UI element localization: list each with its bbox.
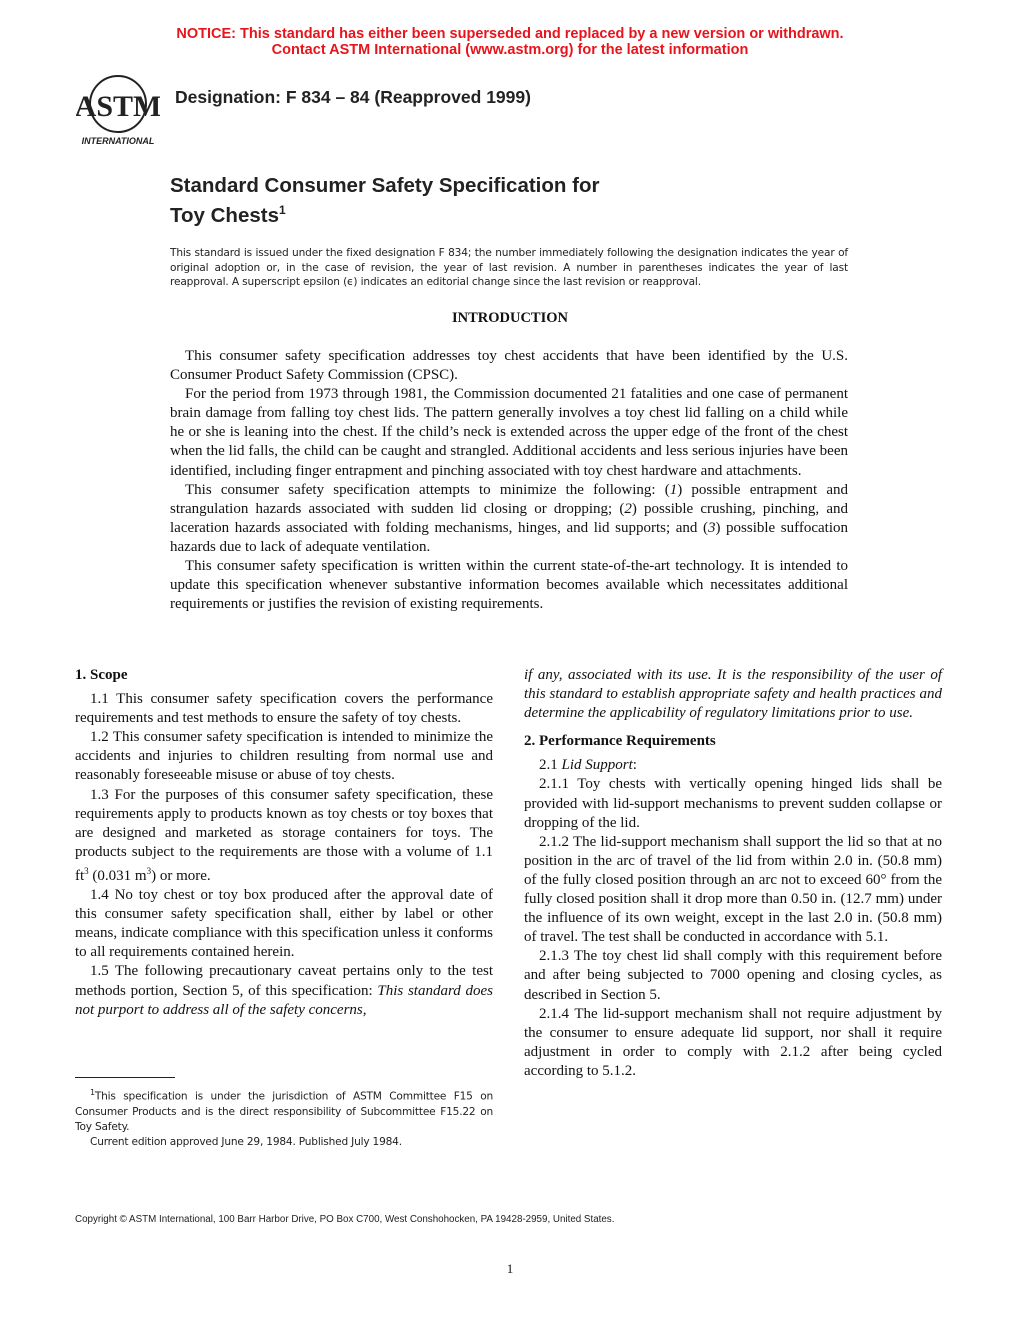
astm-logo xyxy=(76,74,160,148)
clause-2-1-3: 2.1.3 The toy chest lid shall comply with this requirement before and after being subjected to 7000 opening and closing cycles, as described in Section 5. xyxy=(524,948,942,1003)
clause-1-5: 1.5 The following precautionary caveat pertains only to the test methods portion, Section 5, of this specification: This standard does not purport to address all of the safety concerns, xyxy=(75,963,493,1018)
clause-1-4: 1.4 No toy chest or toy box produced after the approval date of this consumer safety specification shall, either by label or other means, indicate compliance with this specification unless it conforms to all requirements contained herein. xyxy=(75,887,493,961)
designation: Designation: F 834 – 84 (Reapproved 1999) xyxy=(175,87,531,107)
logo-subtitle: INTERNATIONAL xyxy=(81,136,155,146)
clause-2-1-1: 2.1.1 Toy chests with vertically opening hinged lids shall be provided with lid-support mechanisms to prevent sudden collapse or dropping of the lid. xyxy=(524,776,942,831)
footnote-edition: Current edition approved June 29, 1984. Published July 1984. xyxy=(90,1136,402,1149)
clause-1-1: 1.1 This consumer safety specification covers the performance requirements and test methods to ensure the safety of toy chests. xyxy=(75,691,493,727)
copyright: Copyright © ASTM International, 100 Barr Harbor Drive, PO Box C700, West Conshohocken, PA 19428-2959, United States. xyxy=(75,1214,615,1225)
title-line-1: Standard Consumer Safety Specification for xyxy=(170,174,600,197)
page-number: 1 xyxy=(506,1261,514,1276)
clause-2-1-4: 2.1.4 The lid-support mechanism shall not require adjustment by the consumer to ensure adequate lid support, nor shall it require adjustment in order to comply with 2.1.2 after being cycled according to 5.1.2. xyxy=(524,1005,942,1079)
supersession-notice xyxy=(0,26,1020,58)
footnotes xyxy=(75,1085,493,1151)
notice-line-1: NOTICE: This standard has either been superseded and replaced by a new version or withdrawn. xyxy=(176,26,844,42)
clause-1-3: 1.3 For the purposes of this consumer safety specification, these requirements apply to products known as toy chests or toy boxes that are designed and marketed as storage containers for toys. The products subject to the requirements are those with a volume of 1.1 $ft^3$ (0.031 $m^3$) or more. xyxy=(75,786,493,884)
clause-1-5-continued: if any, associated with its use. It is the responsibility of the user of this standard to establish appropriate safety and health practices and determine the applicability of regulatory limitations prior to use. xyxy=(524,667,942,722)
notice-line-2: Contact ASTM International (www.astm.org) for the latest information xyxy=(271,42,749,58)
title-footnote-mark: 1 xyxy=(278,203,286,217)
intro-paragraph: This consumer safety specification addresses toy chest accidents that have been identified by the U.S. Consumer Product Safety Commission (CPSC). xyxy=(170,348,848,384)
svg-text:ASTM: ASTM xyxy=(76,90,160,123)
issued-note: This standard is issued under the fixed designation F 834; the number immediately following the designation indicates the year of original adoption or, in the case of revision, the year of last revision. A number in parentheses indicates the year of last reapproval. A superscript epsilon (ϵ) indicates an editorial change since the last revision or reapproval. xyxy=(170,247,848,289)
section-heading-performance: 2. Performance Requirements xyxy=(524,733,716,750)
clause-1-2: 1.2 This consumer safety specification is intended to minimize the accidents and injuries to children resulting from normal use and reasonably foreseeable misuse or abuse of toy chests. xyxy=(75,729,493,784)
footnote-divider xyxy=(75,1077,175,1078)
left-column xyxy=(75,666,493,1020)
intro-paragraph: This consumer safety specification attempts to minimize the following: (1) possible entrapment and strangulation hazards associated with sudden lid closing or dropping; (2) possible crushing, pinching, and laceration hazards associated with folding mechanisms, hinges, and lid supports; and (3) possible suffocation hazards due to lack of adequate ventilation. xyxy=(170,481,848,555)
clause-2-1-2: 2.1.2 The lid-support mechanism shall support the lid so that at no position in the arc of travel of the lid from within 2.0 in. (50.8 mm) of the fully closed position through an arc not to exceed 60° from the fully closed position shall it drop more than 0.50 in. (12.7 mm) under the influence of its own weight, except in the last 2.0 in. (50.8 mm) of travel. The test shall be conducted in accordance with 5.1. xyxy=(524,833,942,946)
intro-paragraph: This consumer safety specification is written within the current state-of-the-art technology. It is intended to update this specification whenever substantive information becomes available which necessitates additional requirements or justifies the revision of existing requirements. xyxy=(170,558,848,613)
clause-2-1: 2.1 Lid Support: xyxy=(539,757,637,774)
right-column xyxy=(524,666,942,1081)
page-title xyxy=(170,173,599,228)
introduction-body xyxy=(170,347,848,614)
footnote-1: $^1$This specification is under the jurisdiction of ASTM Committee F15 on Consumer Products and is the direct responsibility of Subcommittee F15.22 on Toy Safety. xyxy=(75,1088,493,1134)
intro-paragraph: For the period from 1973 through 1981, the Commission documented 21 fatalities and one case of permanent brain damage from falling toy chest lids. The pattern generally involves a toy chest lid falling on a child while he or she is leaning into the chest. If the child’s neck is extended across the upper edge of the front of the chest when the lid falls, the child can be caught and strangled. Additional accidents and less serious injuries have been identified, including finger entrapment and pinching associated with toy chest hardware and attachments. xyxy=(170,386,848,479)
section-heading-scope: 1. Scope xyxy=(75,667,128,683)
title-line-2: Toy Chests xyxy=(170,203,279,227)
introduction-heading: INTRODUCTION xyxy=(451,310,568,326)
